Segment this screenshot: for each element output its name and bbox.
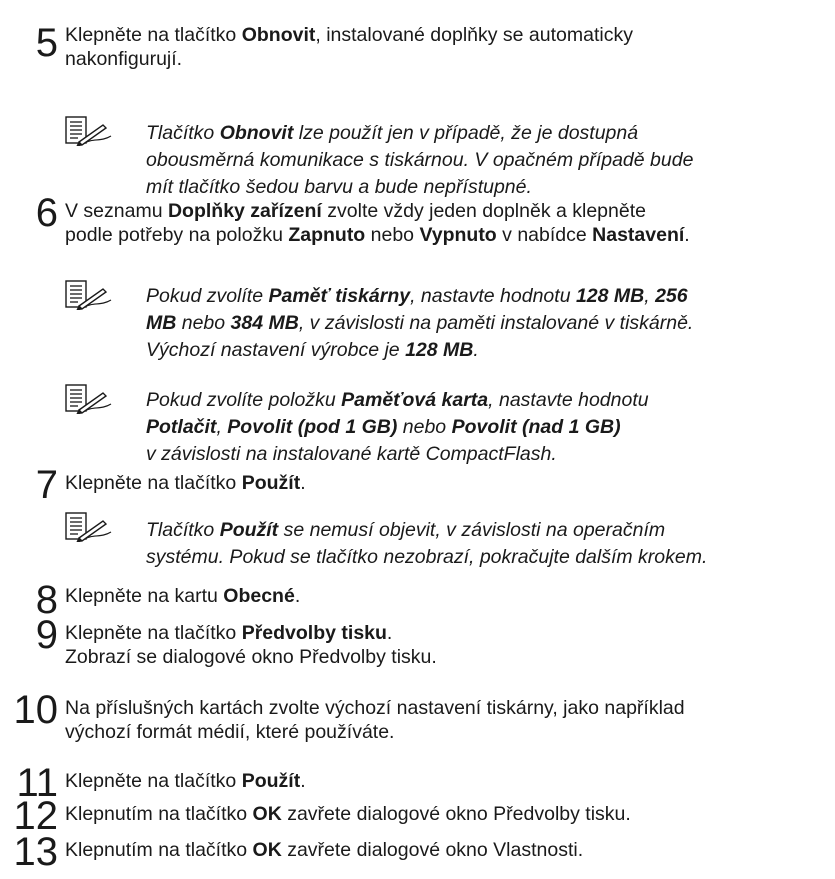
- text-run: V seznamu: [65, 200, 168, 222]
- text-run: .: [473, 339, 479, 361]
- text-run: Klepněte na tlačítko: [65, 24, 242, 46]
- step-number: 12: [13, 794, 58, 838]
- text-run: ,: [644, 285, 656, 307]
- text-run: Klepněte na tlačítko: [65, 770, 242, 792]
- bold-term: Obecné: [223, 585, 295, 607]
- text-line: [146, 517, 707, 544]
- step-number: 6: [35, 191, 58, 235]
- text-run: , instalované doplňky se automaticky: [315, 24, 633, 46]
- bold-term: Doplňky zařízení: [167, 200, 322, 222]
- text-run: Klepněte na tlačítko: [65, 472, 242, 494]
- bold-term: 256: [655, 285, 688, 307]
- step-number: 13: [13, 830, 58, 874]
- text-run: obousměrná komunikace s tiskárnou. V opačném případě bude: [146, 149, 694, 171]
- note-text: [146, 120, 693, 201]
- text-run: Tlačítko: [146, 519, 220, 541]
- text-run: nebo: [397, 416, 452, 438]
- text-run: systému. Pokud se tlačítko nezobrazí, pokračujte dalším krokem.: [146, 546, 708, 568]
- text-run: , nastavte hodnotu: [410, 285, 576, 307]
- text-run: v závislosti na instalované kartě CompactFlash.: [146, 443, 557, 465]
- step-number: 9: [35, 613, 58, 657]
- text-run: , v závislosti na paměti instalované v tiskárně.: [298, 312, 694, 334]
- bold-term: Předvolby tisku: [241, 622, 387, 644]
- text-line: [65, 838, 583, 862]
- step-text: [65, 471, 306, 495]
- step-text: [65, 696, 685, 744]
- step-text: [65, 199, 690, 247]
- bold-term: Vypnuto: [419, 224, 497, 246]
- text-line: [146, 414, 649, 441]
- text-line: [146, 120, 693, 147]
- text-run: zavřete dialogové okno Předvolby tisku.: [281, 803, 631, 825]
- text-run: v nabídce: [496, 224, 593, 246]
- step-text: [65, 769, 306, 793]
- text-run: Klepnutím na tlačítko: [65, 839, 253, 861]
- text-line: [65, 720, 685, 744]
- text-line: [146, 387, 649, 414]
- bold-term: OK: [252, 839, 282, 861]
- note-text: [146, 517, 707, 571]
- text-run: lze použít jen v případě, že je dostupná: [293, 122, 639, 144]
- text-run: zvolte vždy jeden doplněk a klepněte: [321, 200, 646, 222]
- text-run: Tlačítko: [146, 122, 220, 144]
- text-line: [65, 769, 306, 793]
- text-run: .: [386, 622, 393, 644]
- note-pencil-icon: [65, 280, 125, 310]
- bold-term: Paměť tiskárny: [268, 285, 411, 307]
- bold-term: 128 MB: [575, 285, 645, 307]
- text-run: podle potřeby na položku: [65, 224, 289, 246]
- text-run: výchozí formát médií, které používáte.: [65, 721, 395, 743]
- text-line: [65, 199, 690, 223]
- bold-term: MB: [146, 312, 177, 334]
- note-pencil-icon: [65, 512, 125, 542]
- bold-term: Potlačit: [146, 416, 217, 438]
- bold-term: 128 MB: [405, 339, 474, 361]
- bold-term: Použít: [241, 472, 301, 494]
- text-run: nakonfigurují.: [65, 48, 183, 70]
- text-run: Zobrazí se dialogové okno Předvolby tisku.: [65, 646, 437, 668]
- text-run: zavřete dialogové okno Vlastnosti.: [281, 839, 584, 861]
- text-run: .: [294, 585, 301, 607]
- step-text: [65, 838, 583, 862]
- text-run: Pokud zvolíte: [146, 285, 269, 307]
- note-pencil-icon: [65, 116, 125, 146]
- text-run: Pokud zvolíte položku: [146, 389, 342, 411]
- text-line: [65, 802, 631, 826]
- text-run: .: [300, 472, 306, 494]
- step-number: 7: [35, 463, 58, 507]
- text-line: [65, 645, 437, 669]
- text-line: [65, 584, 300, 608]
- text-line: [65, 223, 690, 247]
- bold-term: Povolit (pod 1 GB): [227, 416, 398, 438]
- text-run: nebo: [365, 224, 420, 246]
- text-line: [146, 441, 649, 468]
- text-line: [146, 174, 693, 201]
- step-text: [65, 621, 437, 669]
- text-run: mít tlačítko šedou barvu a bude nepřístupné.: [146, 176, 532, 198]
- text-line: [146, 337, 693, 364]
- bold-term: Paměťová karta: [341, 389, 489, 411]
- bold-term: Obnovit: [241, 24, 316, 46]
- step-number: 11: [16, 761, 58, 805]
- text-line: [65, 621, 437, 645]
- text-line: [146, 283, 693, 310]
- step-number: 8: [35, 578, 58, 622]
- text-line: [146, 147, 693, 174]
- step-text: [65, 802, 631, 826]
- bold-term: Použít: [241, 770, 301, 792]
- bold-term: Obnovit: [219, 122, 294, 144]
- text-run: .: [300, 770, 306, 792]
- step-text: [65, 23, 633, 71]
- step-text: [65, 584, 300, 608]
- bold-term: 384 MB: [230, 312, 299, 334]
- text-run: Klepněte na kartu: [65, 585, 224, 607]
- text-line: [65, 471, 306, 495]
- bold-term: OK: [252, 803, 282, 825]
- text-line: [65, 696, 685, 720]
- bold-term: Povolit (nad 1 GB): [451, 416, 621, 438]
- step-number: 5: [35, 21, 58, 65]
- step-number: 10: [13, 688, 58, 732]
- bold-term: Zapnuto: [288, 224, 366, 246]
- text-line: [146, 310, 693, 337]
- text-run: Výchozí nastavení výrobce je: [146, 339, 406, 361]
- text-run: Klepněte na tlačítko: [65, 622, 242, 644]
- text-run: , nastavte hodnotu: [488, 389, 649, 411]
- note-text: [146, 283, 693, 364]
- bold-term: Nastavení: [592, 224, 685, 246]
- text-line: [65, 23, 633, 47]
- text-run: nebo: [176, 312, 231, 334]
- text-run: .: [684, 224, 690, 246]
- text-line: [65, 47, 633, 71]
- text-run: Na příslušných kartách zvolte výchozí nastavení tiskárny, jako například: [65, 697, 685, 719]
- text-run: se nemusí objevit, v závislosti na operačním: [278, 519, 666, 541]
- text-run: Klepnutím na tlačítko: [65, 803, 253, 825]
- note-text: [146, 387, 649, 468]
- note-pencil-icon: [65, 384, 125, 414]
- text-line: [146, 544, 707, 571]
- text-run: ,: [216, 416, 228, 438]
- bold-term: Použít: [219, 519, 279, 541]
